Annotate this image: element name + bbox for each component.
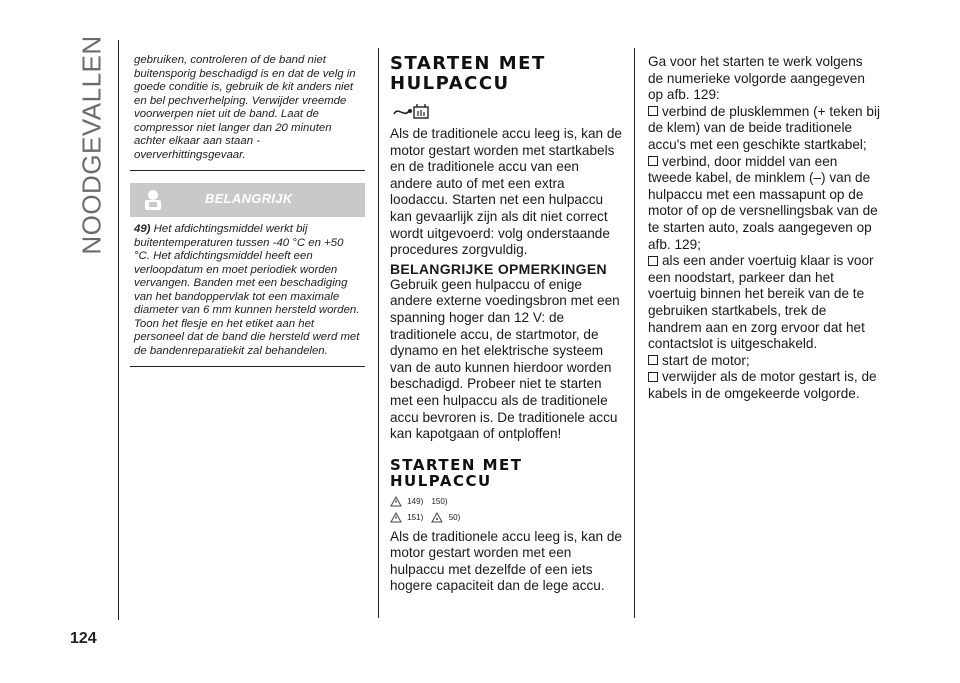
procedure-step: verbind de plusklemmen (+ teken bij de klem) van de beide traditionele accu's met een geschikte startkabel; [648,103,880,152]
caution-triangle-icon [431,512,443,523]
warning-text: Het afdichtingsmiddel werkt bij buitentemperaturen tussen -40 °C en +50 °C. Het afdichtingsmiddel heeft een verloopdatum en moet periodiek worden vervangen. Banden met een beschadiging van het bandoppervlak tot een maximale diameter van 6 mm kunnen hersteld worden. Toon het flesje en het etiket aan het personeel dat de band die hersteld werd met de bandenreparatiekit zal behandelen. [134,223,360,357]
column-divider [634,48,635,618]
middle-column [390,54,622,595]
reference-number: 151) [407,512,424,522]
column-divider [378,48,379,618]
procedure-intro: Ga voor het starten te werk volgens de numerieke volgorde aangegeven op afb. 129: [648,54,865,103]
checkbox-bullet-icon [648,106,658,116]
checkbox-bullet-icon [648,372,658,382]
subsection-title: STARTEN MET HULPACCU [390,455,523,490]
reference-row [390,511,622,525]
warning-number: 49) [134,223,151,235]
reference-number: 50) [448,512,461,522]
page-number: 124 [70,630,97,647]
margin-rule [118,40,119,620]
notes-paragraph: Gebruik geen hulpaccu of enige andere externe voedingsbron met een spanning hoger dan 12 V: de traditionele accu, de startmotor, de dynamo en het elektrische systeem van de auto kunnen hierdoor worden beschadigd. Probeer niet te starten met een hulpaccu als de traditionele accu bevroren is. De traditionele accu kan kapotgaan of ontploffen! [390,276,620,442]
checkbox-bullet-icon [648,355,658,365]
chapter-title [72,35,112,255]
section-title: STARTEN MET HULPACCU [390,53,546,94]
jump-start-paragraph: Als de traditionele accu leeg is, kan de motor gestart worden met een hulpaccu met dezelfde of een iets hogere capaciteit dan de lege accu. [390,528,622,594]
reference-number: 150) [431,496,448,506]
warning-title: BELANGRIJK [205,191,293,206]
jump-start-icon [392,102,434,120]
battery-icon-row [392,102,622,122]
procedure-step: start de motor; [648,353,880,370]
reference-row [390,495,622,509]
warning-body [130,217,365,367]
notes-subheading: BELANGRIJKE OPMERKINGEN [390,260,607,277]
warning-triangle-icon [390,496,402,507]
procedure-step: als een ander voertuig klaar is voor een noodstart, parkeer dan het voertuig binnen het bereik van de te gebruiken startkabels, trek de handrem aan en zorg ervoor dat het contactslot is uitgeschakeld. [648,253,874,352]
procedure-step: verwijder als de motor gestart is, de kabels in de omgekeerde volgorde. [648,369,877,401]
right-column [648,54,880,402]
intro-paragraph: Als de traditionele accu leeg is, kan de motor gestart worden met startkabels en de traditionele accu van een andere auto of met een extra loodaccu. Starten net een hulpaccu kan gevaarlijk zijn als dit niet correct wordt uitgevoerd: volg onderstaande procedures zorgvuldig. [390,126,622,258]
reference-number: 149) [407,496,424,506]
warning-header [130,183,365,217]
mechanic-warning-icon [140,186,168,214]
tire-kit-note: gebruiken, controleren of de band niet buitensporig beschadigd is en dat de velg in goede conditie is, gebruik de kit anders niet en bel pechverhelping. Verwijder vreemde voorwerpen niet uit de band. Laat de compressor niet langer dan 20 minuten achter elkaar aan staan - oververhittingsgevaar. [130,54,365,171]
checkbox-bullet-icon [648,256,658,266]
checkbox-bullet-icon [648,156,658,166]
warning-triangle-icon [390,512,402,523]
left-column [130,54,365,367]
chapter-title-text: NOODGEVALLEN [76,35,107,255]
procedure-step: verbind, door middel van een tweede kabel, de minklem (–) van de hulpaccu met een massapunt op de motor of op de versnellingsbak van de te starten auto, zoals aangegeven op afb. 129; [648,153,878,252]
